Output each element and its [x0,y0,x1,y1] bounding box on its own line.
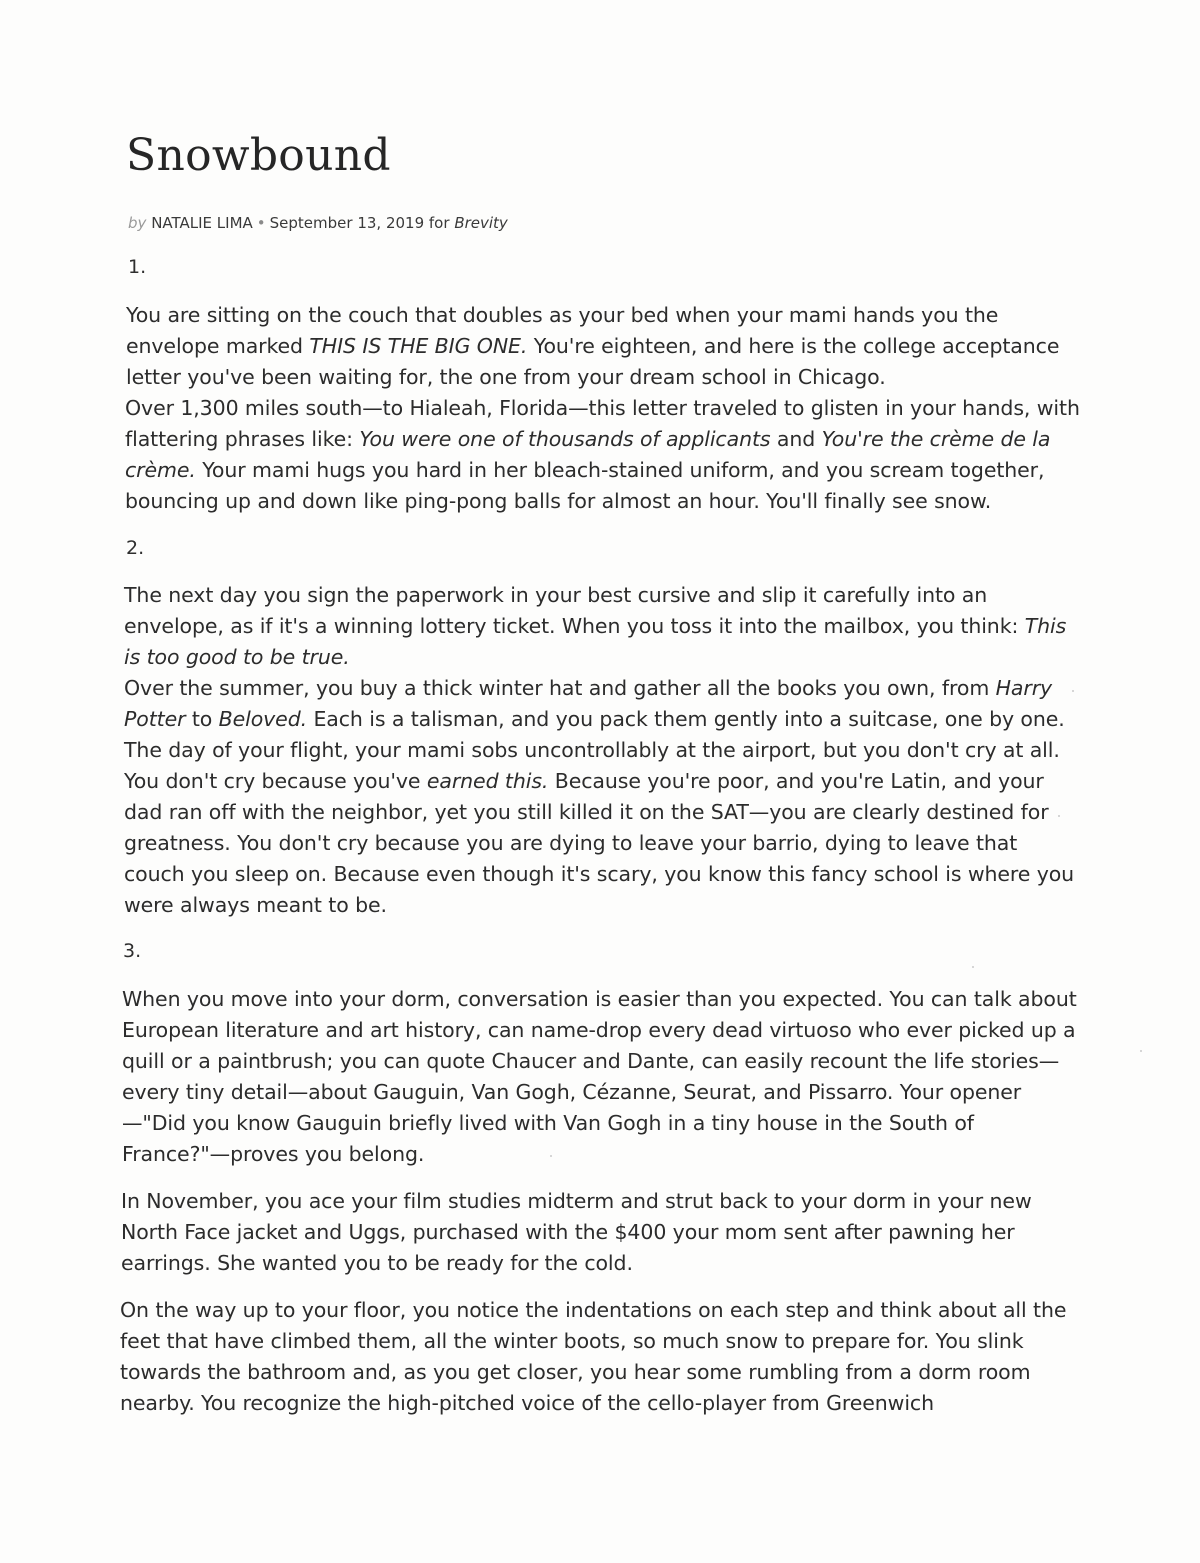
paragraph-3-1 [122,984,1082,1170]
section-number-2: 2. [126,537,145,559]
paragraph-2-2 [124,673,1084,921]
byline [128,214,508,232]
text-segment: When you move into your dorm, conversation is easier than you expected. You can talk about European literature and art history, can name-drop every dead virtuoso who ever picked up a quill or a paintbrush; you can quote Chaucer and Dante, can easily recount the life stories—every tiny detail—about Gauguin, Van Gogh, Cézanne, Seurat, and Pissarro. Your opener—"Did you know Gauguin briefly lived with Van Gogh in a tiny house in the South of France?"—proves you belong. [122,987,1077,1166]
byline-by: by [128,214,147,232]
paragraph-1-2 [125,393,1085,517]
text-segment: The next day you sign the paperwork in your best cursive and slip it carefully into an envelope, as if it's a winning lottery ticket. When you toss it into the mailbox, you think: [124,583,1025,638]
paragraph-2-1 [124,580,1084,673]
byline-author: NATALIE LIMA [151,214,253,232]
text-segment: Because you're poor, and you're Latin, and your dad ran off with the neighbor, yet you still killed it on the SAT—you are clearly destined for greatness. You don't cry because you are dying to leave your barrio, dying to leave that couch you sleep on. Because even though it's scary, you know this fancy school is where you were always meant to be. [124,769,1075,917]
italic-text-segment: Beloved. [218,707,308,731]
paragraph-3-3 [120,1295,1080,1419]
italic-text-segment: This is too good to be true. [124,614,1067,669]
scan-speck [1140,1050,1142,1052]
section-number-1: 1. [128,256,147,278]
scan-speck [972,966,974,968]
italic-text-segment: earned this. [426,769,549,793]
article-title: Snowbound [126,130,391,181]
section-number-3: 3. [123,940,142,962]
italic-text-segment: You're the crème de la crème. [125,427,1051,482]
text-segment: Over 1,300 miles south—to Hialeah, Florida—this letter traveled to glisten in your hands, with flattering phrases like: [125,396,1080,451]
byline-for: for [428,214,450,232]
paragraph-3-2 [121,1186,1081,1279]
text-segment: You are sitting on the couch that doubles as your bed when your mami hands you the envelope marked [126,303,999,358]
text-segment: Each is a talisman, and you pack them gently into a suitcase, one by one. The day of your flight, your mami sobs uncontrollably at the airport, but you don't cry at all. You don't cry because you've [124,707,1065,793]
text-segment: to [185,707,219,731]
byline-separator: • [256,214,266,232]
text-segment: On the way up to your floor, you notice the indentations on each step and think about all the feet that have climbed them, all the winter boots, so much snow to prepare for. You slink towards the bathroom and, as you get closer, you hear some rumbling from a dorm room nearby. You recognize the high-pitched voice of the cello-player from Greenwich [120,1298,1067,1415]
text-segment: Over the summer, you buy a thick winter hat and gather all the books you own, from [124,676,996,700]
byline-publication: Brevity [454,214,508,232]
scan-speck [550,1155,552,1157]
scan-speck [1058,815,1060,817]
italic-text-segment: You were one of thousands of applicants [359,427,771,451]
italic-text-segment: THIS IS THE BIG ONE. [309,334,528,358]
byline-date: September 13, 2019 [269,214,425,232]
text-segment: You're eighteen, and here is the college acceptance letter you've been waiting for, the one from your dream school in Chicago. [126,334,1060,389]
scan-speck [1072,690,1074,692]
text-segment: Your mami hugs you hard in her bleach-stained uniform, and you scream together, bouncing up and down like ping-pong balls for almost an hour. You'll finally see snow. [125,458,1045,513]
text-segment: and [770,427,822,451]
paragraph-1-1 [126,300,1086,393]
italic-text-segment: Harry Potter [124,676,1053,731]
text-segment: In November, you ace your film studies midterm and strut back to your dorm in your new North Face jacket and Uggs, purchased with the $400 your mom sent after pawning her earrings. She wanted you to be ready for the cold. [121,1189,1032,1275]
